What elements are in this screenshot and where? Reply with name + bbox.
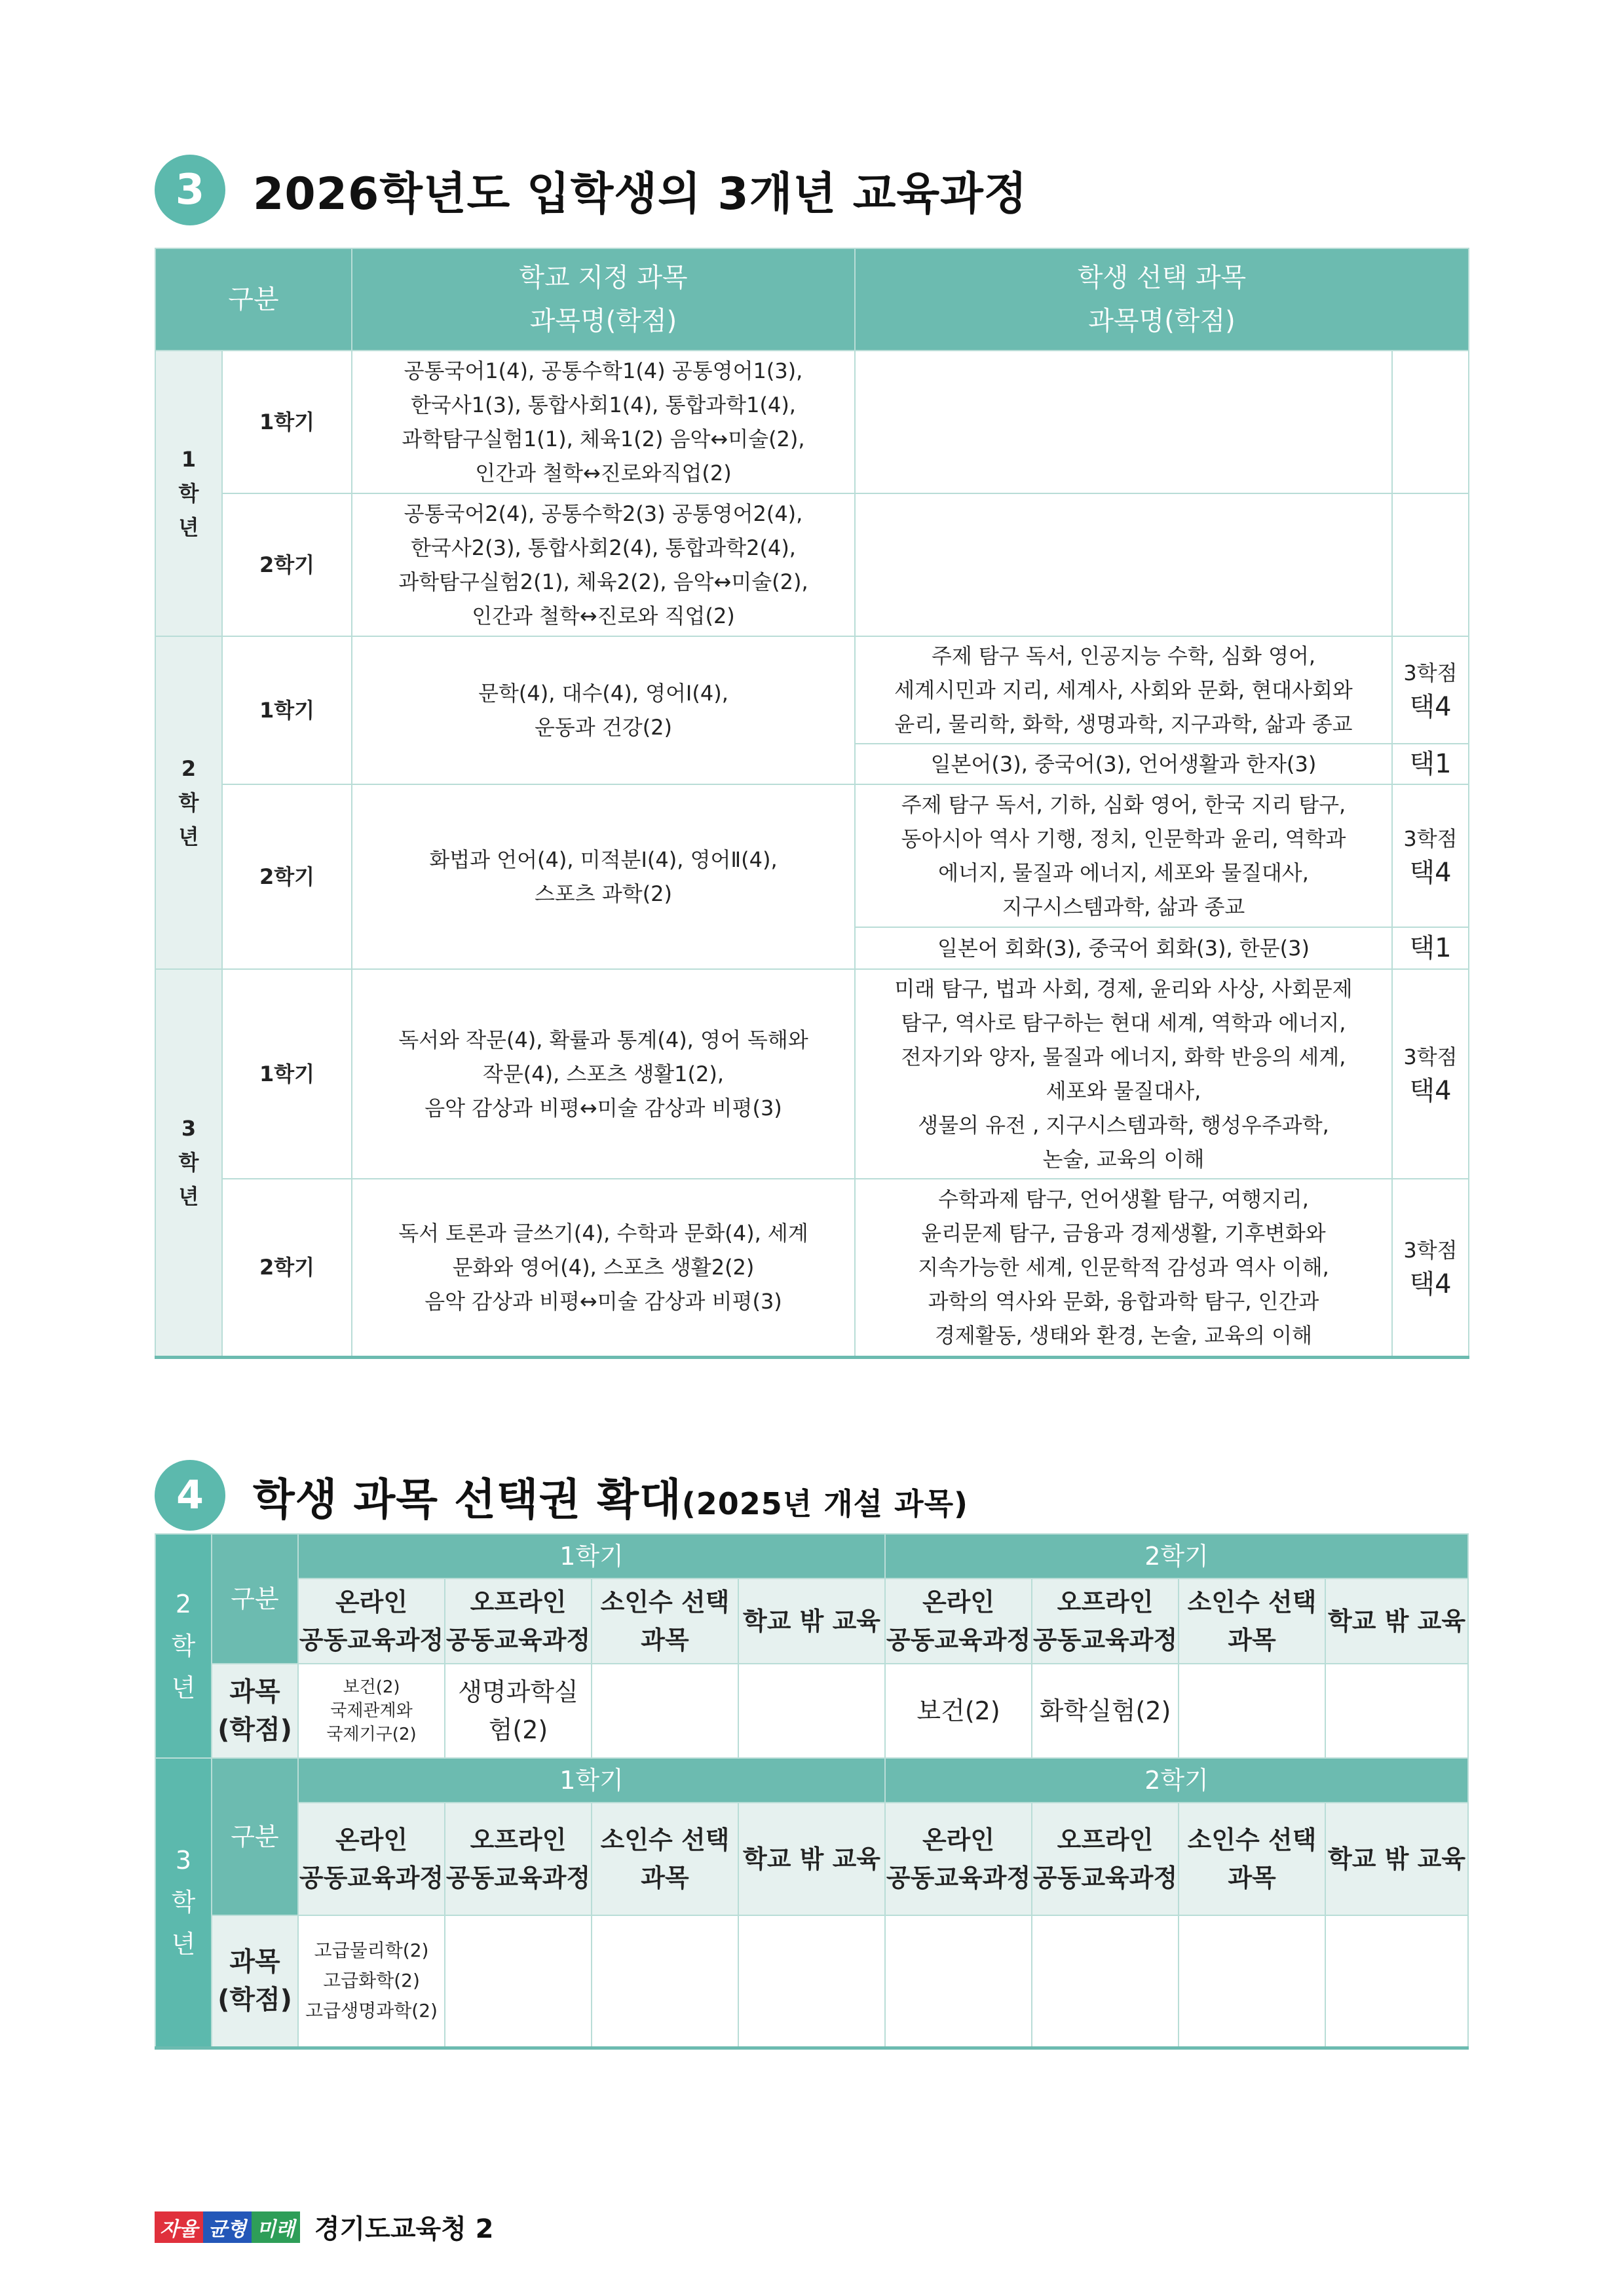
section-3-heading (155, 155, 1028, 225)
semester-label: 1학기 (222, 351, 352, 493)
header-student-subjects: 학생 선택 과목 과목명(학점) (855, 248, 1469, 351)
pick-cell (1392, 351, 1469, 493)
semester-1-header: 1학기 (298, 1758, 885, 1803)
school-subjects-cell: 문학(4), 대수(4), 영어Ⅰ(4), 운동과 건강(2) (352, 636, 855, 784)
grade-label: 3 학 년 (155, 969, 222, 1357)
semester-label: 2학기 (222, 493, 352, 636)
semester-label: 2학기 (222, 784, 352, 969)
pick-cell: 택1 (1392, 927, 1469, 969)
course-cell: 보건(2) 국제관계와 국제기구(2) (298, 1664, 445, 1758)
footer-text: 경기도교육청 2 (314, 2214, 494, 2244)
student-subjects-cell: 미래 탐구, 법과 사회, 경제, 윤리와 사상, 사회문제 탐구, 역사로 탐구하는 현대 세계, 역학과 에너지, 전자기와 양자, 물질과 에너지, 화학 반응의 세계, 세포와 물질대사, 생물의 유전 , 지구시스템과학, 행성우주과학, 논술, 교육의 이해 (855, 969, 1392, 1179)
course-cell (1179, 1915, 1325, 2048)
course-cell (1179, 1664, 1325, 1758)
course-cell: 화학실험(2) (1032, 1664, 1179, 1758)
header-category: 구분 (155, 248, 352, 351)
column-offline: 오프라인 공동교육과정 (445, 1578, 592, 1664)
course-cell (1032, 1915, 1179, 2048)
student-subjects-cell: 수학과제 탐구, 언어생활 탐구, 여행지리, 윤리문제 탐구, 금융과 경제생활, 기후변화와 지속가능한 세계, 인문학적 감성과 역사 이해, 과학의 역사와 문화, 융합과학 탐구, 인간과 경제활동, 생태와 환경, 논술, 교육의 이해 (855, 1179, 1392, 1357)
column-outside-school: 학교 밖 교육 (738, 1803, 885, 1915)
column-offline: 오프라인 공동교육과정 (1032, 1803, 1179, 1915)
column-online: 온라인 공동교육과정 (885, 1578, 1032, 1664)
pick-cell: 3학점 택4 (1392, 636, 1469, 744)
course-cell (738, 1915, 885, 2048)
section-number-badge: 3 (155, 155, 225, 225)
column-outside-school: 학교 밖 교육 (1325, 1578, 1468, 1664)
pick-cell: 택1 (1392, 744, 1469, 784)
elective-table (155, 1533, 1469, 2050)
semester-2-header: 2학기 (885, 1534, 1468, 1578)
column-online: 온라인 공동교육과정 (298, 1578, 445, 1664)
school-subjects-cell: 화법과 언어(4), 미적분Ⅰ(4), 영어Ⅱ(4), 스포츠 과학(2) (352, 784, 855, 969)
semester-label: 1학기 (222, 636, 352, 784)
page-footer (155, 2208, 494, 2246)
course-cell (885, 1915, 1032, 2048)
course-cell (592, 1915, 738, 2048)
grade-label: 1 학 년 (155, 351, 222, 636)
column-online: 온라인 공동교육과정 (885, 1803, 1032, 1915)
student-subjects-cell (855, 351, 1392, 493)
column-offline: 오프라인 공동교육과정 (1032, 1578, 1179, 1664)
grade-label: 3 학 년 (155, 1758, 212, 2048)
semester-label: 1학기 (222, 969, 352, 1179)
column-small-class: 소인수 선택 과목 (592, 1803, 738, 1915)
pick-cell: 3학점 택4 (1392, 784, 1469, 927)
course-cell (1325, 1664, 1468, 1758)
column-small-class: 소인수 선택 과목 (1179, 1803, 1325, 1915)
course-label: 과목 (학점) (212, 1915, 298, 2048)
category-header: 구분 (212, 1758, 298, 1915)
school-subjects-cell: 독서와 작문(4), 확률과 통계(4), 영어 독해와 작문(4), 스포츠 생활1(2), 음악 감상과 비평↔미술 감상과 비평(3) (352, 969, 855, 1179)
semester-label: 2학기 (222, 1179, 352, 1357)
course-cell (592, 1664, 738, 1758)
course-label: 과목 (학점) (212, 1664, 298, 1758)
column-small-class: 소인수 선택 과목 (1179, 1578, 1325, 1664)
school-subjects-cell: 공통국어2(4), 공통수학2(3) 공통영어2(4), 한국사2(3), 통합사회2(4), 통합과학2(4), 과학탐구실험2(1), 체육2(2), 음악↔미술(2), 인간과 철학↔진로와 직업(2) (352, 493, 855, 636)
section-subtitle: (2025년 개설 과목) (681, 1485, 969, 1521)
course-cell: 생명과학실 험(2) (445, 1664, 592, 1758)
section-title: 2026학년도 입학생의 3개년 교육과정 (253, 168, 1028, 220)
semester-2-header: 2학기 (885, 1758, 1468, 1803)
section-title: 학생 과목 선택권 확대(2025년 개설 과목) (253, 1474, 969, 1525)
student-subjects-cell: 주제 탐구 독서, 인공지능 수학, 심화 영어, 세계시민과 지리, 세계사, 사회와 문화, 현대사회와 윤리, 물리학, 화학, 생명과학, 지구과학, 삶과 종교 (855, 636, 1392, 744)
student-subjects-cell: 주제 탐구 독서, 기하, 심화 영어, 한국 지리 탐구, 동아시아 역사 기행, 정치, 인문학과 윤리, 역학과 에너지, 물질과 에너지, 세포와 물질대사, 지구시스템과학, 삶과 종교 (855, 784, 1392, 927)
pick-cell: 3학점 택4 (1392, 1179, 1469, 1357)
column-outside-school: 학교 밖 교육 (1325, 1803, 1468, 1915)
curriculum-table (155, 248, 1469, 1359)
semester-1-header: 1학기 (298, 1534, 885, 1578)
header-school-subjects: 학교 지정 과목 과목명(학점) (352, 248, 855, 351)
pick-cell: 3학점 택4 (1392, 969, 1469, 1179)
course-cell: 보건(2) (885, 1664, 1032, 1758)
pick-cell (1392, 493, 1469, 636)
section-number-badge: 4 (155, 1460, 225, 1531)
office-logo: 자율 균형 미래 (155, 2212, 300, 2242)
column-small-class: 소인수 선택 과목 (592, 1578, 738, 1664)
student-subjects-cell: 일본어(3), 중국어(3), 언어생활과 한자(3) (855, 744, 1392, 784)
grade-label: 2 학 년 (155, 1534, 212, 1758)
column-online: 온라인 공동교육과정 (298, 1803, 445, 1915)
section-4-heading (155, 1460, 968, 1531)
student-subjects-cell: 일본어 회화(3), 중국어 회화(3), 한문(3) (855, 927, 1392, 969)
course-cell: 고급물리학(2) 고급화학(2) 고급생명과학(2) (298, 1915, 445, 2048)
column-offline: 오프라인 공동교육과정 (445, 1803, 592, 1915)
school-subjects-cell: 독서 토론과 글쓰기(4), 수학과 문화(4), 세계 문화와 영어(4), 스포츠 생활2(2) 음악 감상과 비평↔미술 감상과 비평(3) (352, 1179, 855, 1357)
course-cell (738, 1664, 885, 1758)
course-cell (1325, 1915, 1468, 2048)
course-cell (445, 1915, 592, 2048)
column-outside-school: 학교 밖 교육 (738, 1578, 885, 1664)
category-header: 구분 (212, 1534, 298, 1664)
grade-label: 2 학 년 (155, 636, 222, 969)
school-subjects-cell: 공통국어1(4), 공통수학1(4) 공통영어1(3), 한국사1(3), 통합사회1(4), 통합과학1(4), 과학탐구실험1(1), 체육1(2) 음악↔미술(2), 인간과 철학↔진로와직업(2) (352, 351, 855, 493)
student-subjects-cell (855, 493, 1392, 636)
